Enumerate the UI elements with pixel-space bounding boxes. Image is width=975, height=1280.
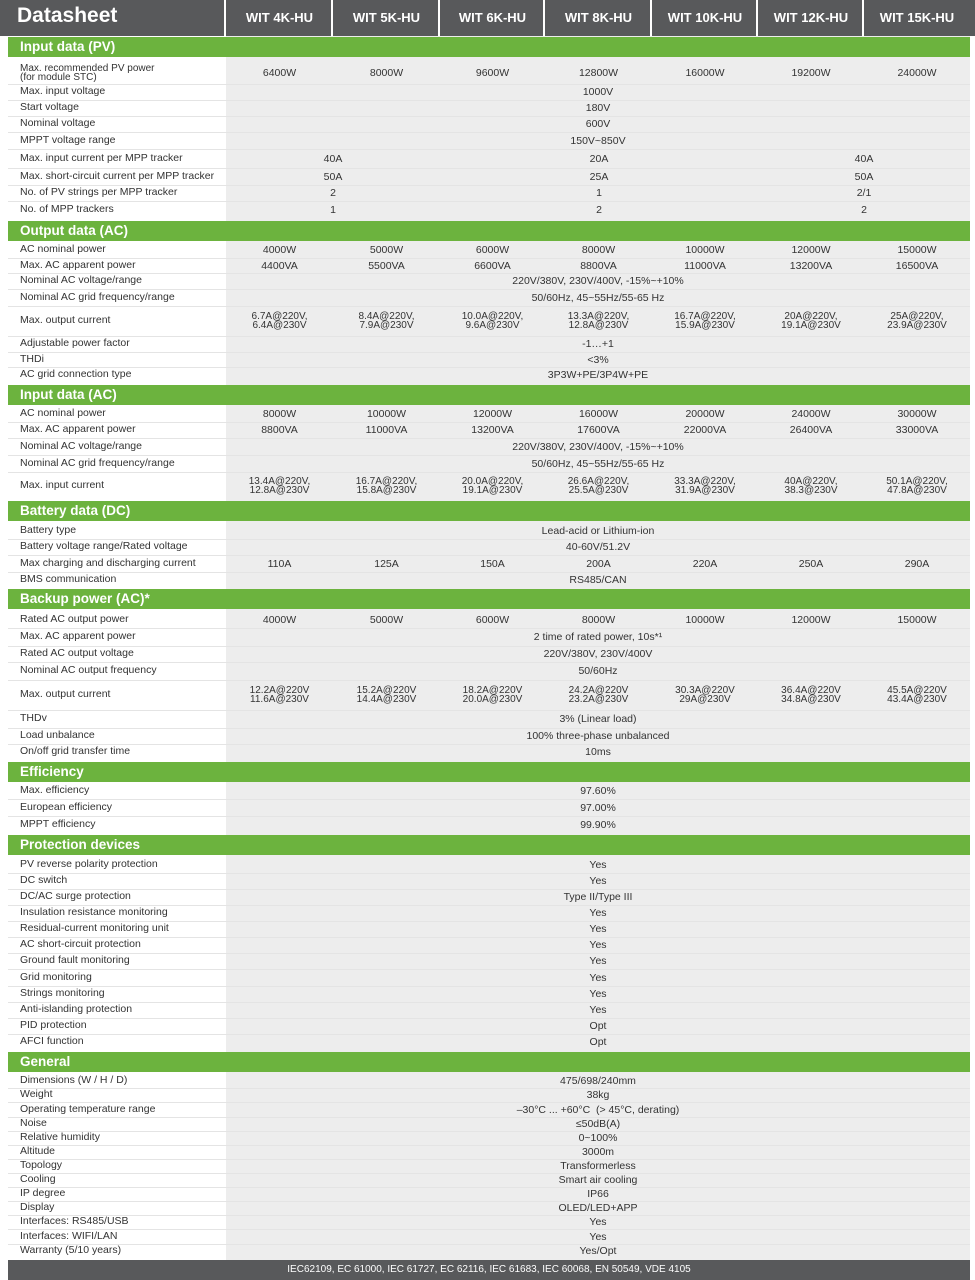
spec-label: AC nominal power — [20, 243, 106, 255]
spec-value: 16.7A@220V, 15.8A@230V — [355, 475, 418, 496]
spec-value: Transformerless — [560, 1160, 636, 1172]
spec-label: On/off grid transfer time — [20, 745, 131, 757]
spec-value: 4000W — [262, 613, 297, 626]
spec-label: Max. AC apparent power — [20, 630, 136, 642]
spec-row — [8, 522, 970, 539]
spec-label: Battery voltage range/Rated voltage — [20, 540, 188, 552]
spec-row — [8, 132, 970, 149]
spec-label: Max. input voltage — [20, 85, 106, 97]
spec-value: Yes — [589, 875, 607, 887]
spec-value: 2/1 — [856, 187, 872, 199]
spec-value: 26400VA — [789, 424, 833, 436]
spec-value: 1 — [330, 204, 336, 216]
spec-value: 40A — [854, 152, 874, 165]
spec-label: Interfaces: RS485/USB — [20, 1215, 129, 1227]
spec-value: 12000W — [472, 408, 513, 420]
spec-value: 30.3A@220V 29A@230V — [675, 685, 735, 705]
spec-row — [8, 1034, 970, 1050]
spec-row — [8, 889, 970, 905]
spec-value: 2 — [330, 187, 336, 199]
spec-value: 17600VA — [577, 424, 620, 436]
spec-value: 6000W — [475, 244, 510, 256]
spec-value: 24.2A@220V 23.2A@230V — [568, 685, 629, 705]
spec-value: 50.1A@220V, 47.8A@230V — [886, 475, 948, 496]
section-title: Output data (AC) — [20, 223, 128, 238]
spec-value: 3000m — [581, 1146, 615, 1158]
spec-value: 11000VA — [684, 259, 726, 272]
spec-value: 6000W — [475, 613, 510, 626]
page-title: Datasheet — [17, 4, 118, 27]
spec-value: 40A — [323, 152, 343, 165]
spec-row — [8, 1117, 970, 1131]
spec-value: Lead-acid or Lithium-ion — [541, 524, 655, 537]
spec-label: Nominal AC grid frequency/range — [20, 456, 175, 469]
spec-value: 0~100% — [578, 1132, 618, 1144]
spec-value: Type II/Type III — [563, 891, 633, 903]
spec-value: –30°C ... +60°C (> 45°C, derating) — [516, 1103, 680, 1116]
spec-label: Max. recommended PV power (for module STC) — [20, 62, 155, 83]
spec-row — [8, 1145, 970, 1159]
spec-value: Yes — [589, 1004, 607, 1016]
spec-row — [8, 258, 970, 273]
spec-row — [8, 116, 970, 132]
spec-value: 8000W — [581, 613, 616, 626]
spec-value: 11000VA — [365, 424, 408, 436]
spec-label: Weight — [20, 1088, 53, 1100]
spec-value: RS485/CAN — [569, 573, 627, 586]
spec-label: Cooling — [20, 1173, 56, 1185]
spec-row — [8, 680, 970, 710]
spec-value: IP66 — [587, 1188, 609, 1200]
spec-row — [8, 367, 970, 383]
section-title: Protection devices — [20, 837, 141, 852]
header-bar — [0, 0, 975, 36]
spec-row — [8, 710, 970, 728]
spec-value: 2 time of rated power, 10s*¹ — [533, 631, 663, 643]
spec-row — [8, 921, 970, 937]
spec-row — [8, 628, 970, 646]
spec-value: 15000W — [897, 244, 937, 256]
spec-row — [8, 572, 970, 587]
spec-value: Yes — [589, 955, 607, 967]
section-title: Input data (PV) — [20, 39, 116, 54]
certifications-footer: IEC62109, EC 61000, IEC 61727, EC 62116, IEC 61683, IEC 60068, EN 50549, VDE 4105 — [8, 1260, 970, 1280]
spec-value: 20.0A@220V, 19.1A@230V — [461, 475, 524, 496]
spec-label: DC switch — [20, 874, 68, 886]
spec-value: 110A — [267, 557, 292, 570]
spec-value: 3% (Linear load) — [559, 713, 637, 725]
spec-value: 8800VA — [580, 259, 617, 272]
spec-value: Opt — [589, 1020, 607, 1032]
spec-value: 12000W — [791, 613, 831, 626]
spec-value: 50A — [854, 170, 874, 183]
spec-value: 33000VA — [895, 424, 939, 436]
spec-label: Max. output current — [20, 688, 111, 700]
spec-row — [8, 306, 970, 336]
spec-value: 5000W — [369, 613, 404, 626]
spec-value: 220V/380V, 230V/400V, -15%~+10% — [512, 275, 684, 287]
spec-label: IP degree — [20, 1187, 66, 1199]
spec-value: 9600W — [475, 66, 510, 79]
spec-value: 13.3A@220V, 12.8A@230V — [567, 311, 630, 331]
spec-value: 2 — [861, 204, 867, 216]
spec-value: 1000V — [582, 86, 614, 98]
spec-value: 4000W — [262, 244, 297, 256]
spec-row — [8, 438, 970, 455]
spec-row — [8, 1018, 970, 1034]
spec-value: 250A — [798, 557, 824, 570]
spec-row — [8, 799, 970, 816]
spec-value: Yes — [589, 988, 607, 1000]
spec-value: 26.6A@220V, 25.5A@230V — [567, 475, 630, 496]
spec-label: Nominal AC voltage/range — [20, 439, 142, 452]
spec-value: 38kg — [586, 1089, 610, 1101]
spec-label: Operating temperature range — [20, 1102, 156, 1115]
spec-label: Rated AC output voltage — [20, 647, 134, 659]
spec-row — [8, 100, 970, 116]
section-title: General — [20, 1054, 71, 1069]
section-header — [8, 501, 970, 521]
spec-row — [8, 1215, 970, 1229]
spec-row — [8, 455, 970, 472]
spec-label: Insulation resistance monitoring — [20, 906, 168, 918]
spec-value: 50/60Hz, 45~55Hz/55-65 Hz — [531, 457, 665, 470]
spec-value: Smart air cooling — [558, 1174, 638, 1186]
spec-value: Yes — [589, 907, 607, 919]
spec-label: AC grid connection type — [20, 368, 132, 380]
spec-label: Noise — [20, 1117, 47, 1129]
section-title: Efficiency — [20, 764, 84, 779]
spec-label: Max. input current — [20, 478, 105, 491]
spec-label: Warranty (5/10 years) — [20, 1244, 122, 1256]
spec-value: Yes — [589, 859, 607, 871]
spec-value: 475/698/240mm — [560, 1075, 636, 1087]
spec-value: 24000W — [791, 408, 831, 420]
spec-row — [8, 352, 970, 367]
spec-label: Start voltage — [20, 101, 79, 113]
spec-value: -1…+1 — [582, 338, 614, 350]
spec-row — [8, 472, 970, 499]
spec-row — [8, 242, 970, 258]
spec-label: No. of PV strings per MPP tracker — [20, 186, 178, 198]
spec-row — [8, 201, 970, 219]
spec-label: PID protection — [20, 1019, 87, 1031]
spec-value: 10.0A@220V, 9.6A@230V — [461, 311, 524, 331]
spec-value: 12000W — [791, 244, 831, 256]
spec-row — [8, 783, 970, 799]
spec-label: Load unbalance — [20, 729, 95, 741]
spec-value: 3P3W+PE/3P4W+PE — [547, 369, 649, 381]
spec-label: MPPT voltage range — [20, 133, 116, 146]
spec-label: Dimensions (W / H / D) — [20, 1074, 128, 1086]
spec-row — [8, 744, 970, 760]
section-header — [8, 221, 970, 241]
spec-label: Nominal AC grid frequency/range — [20, 290, 175, 303]
spec-label: Max. AC apparent power — [20, 258, 136, 271]
spec-value: 125A — [374, 557, 399, 570]
spec-row — [8, 1159, 970, 1173]
model-header: WIT 12K-HU — [773, 10, 849, 25]
spec-value: 6600VA — [474, 259, 511, 272]
spec-value: 19200W — [791, 66, 831, 79]
spec-value: 45.5A@220V 43.4A@230V — [887, 685, 947, 705]
spec-row — [8, 84, 970, 100]
spec-value: 24000W — [897, 66, 937, 79]
spec-value: 220V/380V, 230V/400V, -15%~+10% — [512, 440, 684, 453]
spec-label: Nominal AC output frequency — [20, 664, 157, 676]
spec-row — [8, 1102, 970, 1117]
spec-row — [8, 555, 970, 572]
spec-value: 97.60% — [580, 785, 616, 797]
spec-value: 12.2A@220V 11.6A@230V — [249, 685, 310, 705]
spec-value: 290A — [904, 557, 930, 570]
spec-value: 100% three-phase unbalanced — [526, 730, 670, 742]
spec-value: 10000W — [685, 613, 725, 626]
spec-value: 40-60V/51.2V — [565, 541, 631, 553]
section-title: Input data (AC) — [20, 387, 117, 402]
spec-value: 16000W — [578, 408, 619, 420]
spec-value: Yes/Opt — [579, 1245, 617, 1257]
spec-row — [8, 422, 970, 438]
spec-label: THDv — [20, 712, 47, 724]
spec-label: Max. efficiency — [20, 784, 90, 796]
spec-row — [8, 185, 970, 201]
spec-value: 180V — [585, 102, 611, 114]
spec-label: Anti-islanding protection — [20, 1003, 133, 1015]
spec-row — [8, 61, 970, 84]
spec-value: 16000W — [685, 66, 725, 79]
spec-row — [8, 1131, 970, 1145]
spec-label: Max. input current per MPP tracker — [20, 151, 183, 164]
spec-label: Interfaces: WIFI/LAN — [20, 1229, 118, 1242]
spec-value: 10000W — [366, 408, 407, 420]
spec-label: BMS communication — [20, 572, 117, 585]
spec-row — [8, 406, 970, 422]
spec-label: Max. output current — [20, 314, 111, 326]
spec-row — [8, 289, 970, 306]
spec-value: 8000W — [262, 408, 297, 420]
spec-row — [8, 336, 970, 352]
spec-label: Nominal voltage — [20, 117, 96, 129]
spec-value: 13200VA — [471, 424, 514, 436]
spec-value: 13200VA — [789, 259, 833, 272]
spec-value: 8.4A@220V, 7.9A@230V — [358, 311, 415, 331]
spec-value: 6400W — [262, 66, 297, 79]
spec-label: AC short-circuit protection — [20, 938, 141, 950]
model-header: WIT 5K-HU — [352, 10, 421, 25]
spec-value: Yes — [589, 971, 607, 984]
spec-value: 20A — [589, 152, 609, 165]
spec-value: 40A@220V, 38.3@230V — [784, 475, 838, 496]
spec-label: Residual-current monitoring unit — [20, 922, 169, 934]
spec-label: Grid monitoring — [20, 970, 92, 983]
spec-label: European efficiency — [20, 800, 113, 813]
spec-row — [8, 1229, 970, 1244]
section-header — [8, 589, 970, 609]
spec-value: Yes — [589, 1216, 607, 1228]
spec-label: Display — [20, 1201, 55, 1213]
spec-value: 2 — [596, 204, 602, 216]
spec-row — [8, 168, 970, 185]
spec-value: 25A@220V, 23.9A@230V — [887, 311, 947, 331]
spec-label: Relative humidity — [20, 1131, 100, 1143]
spec-value: OLED/LED+APP — [558, 1202, 638, 1214]
spec-row — [8, 149, 970, 168]
spec-value: Yes — [589, 939, 607, 951]
model-header: WIT 4K-HU — [245, 10, 314, 25]
spec-label: Strings monitoring — [20, 987, 105, 999]
spec-label: Altitude — [20, 1145, 56, 1157]
model-header: WIT 8K-HU — [564, 10, 633, 25]
spec-row — [8, 953, 970, 969]
spec-row — [8, 646, 970, 662]
spec-value: 20000W — [685, 408, 725, 420]
spec-value: <3% — [587, 353, 609, 366]
spec-row — [8, 969, 970, 986]
spec-value: Yes — [589, 923, 607, 935]
spec-value: 1 — [596, 187, 602, 199]
spec-value: 99.90% — [580, 818, 616, 831]
spec-value: 600V — [585, 118, 611, 130]
spec-value: 4400VA — [261, 259, 298, 272]
spec-row — [8, 1201, 970, 1215]
section-header — [8, 385, 970, 405]
section-header — [8, 37, 970, 57]
spec-value: 6.7A@220V, 6.4A@230V — [251, 311, 308, 331]
spec-value: 25A — [589, 170, 609, 183]
spec-value: 8800VA — [261, 424, 298, 436]
spec-label: AFCI function — [20, 1035, 84, 1047]
section-title: Backup power (AC)* — [20, 591, 150, 606]
spec-value: 50/60Hz, 45~55Hz/55-65 Hz — [531, 291, 665, 304]
spec-row — [8, 905, 970, 921]
spec-value: 36.4A@220V 34.8A@230V — [781, 685, 841, 705]
spec-label: Battery type — [20, 523, 77, 536]
spec-label: Ground fault monitoring — [20, 954, 130, 966]
spec-value: ≤50dB(A) — [575, 1118, 621, 1130]
spec-row — [8, 1002, 970, 1018]
spec-value: 220A — [692, 557, 718, 570]
spec-value: 50/60Hz — [578, 665, 618, 677]
spec-value: 30000W — [897, 408, 937, 420]
spec-label: Max charging and discharging current — [20, 556, 196, 569]
section-header — [8, 835, 970, 855]
spec-row — [8, 1173, 970, 1187]
spec-value: 220V/380V, 230V/400V — [543, 648, 653, 660]
spec-row — [8, 986, 970, 1002]
spec-value: 16.7A@220V, 15.9A@230V — [674, 311, 736, 331]
spec-label: Rated AC output power — [20, 612, 129, 625]
spec-label: Nominal AC voltage/range — [20, 274, 142, 286]
spec-label: PV reverse polarity protection — [20, 858, 158, 870]
spec-row — [8, 873, 970, 889]
spec-row — [8, 728, 970, 744]
spec-row — [8, 857, 970, 873]
spec-label: Topology — [20, 1159, 63, 1171]
spec-value: 5000W — [369, 244, 404, 256]
section-header — [8, 1052, 970, 1072]
spec-row — [8, 1244, 970, 1258]
spec-row — [8, 1088, 970, 1102]
spec-value: 18.2A@220V 20.0A@230V — [462, 685, 523, 705]
spec-value: Yes — [589, 1230, 607, 1243]
spec-label: No. of MPP trackers — [20, 203, 114, 215]
spec-value: 150A — [480, 557, 505, 570]
spec-value: 33.3A@220V, 31.9A@230V — [674, 475, 736, 496]
spec-value: 97.00% — [580, 801, 616, 814]
spec-value: 15.2A@220V 14.4A@230V — [356, 685, 417, 705]
spec-value: 12800W — [578, 66, 619, 79]
model-header: WIT 15K-HU — [879, 10, 955, 25]
spec-row — [8, 1187, 970, 1201]
spec-row — [8, 937, 970, 953]
spec-value: 5500VA — [368, 259, 405, 272]
spec-row — [8, 273, 970, 289]
spec-label: Adjustable power factor — [20, 337, 130, 349]
spec-row — [8, 816, 970, 833]
spec-label: AC nominal power — [20, 407, 106, 419]
spec-value: 8000W — [581, 244, 616, 256]
spec-row — [8, 539, 970, 555]
section-header — [8, 762, 970, 782]
spec-label: Max. AC apparent power — [20, 423, 136, 435]
model-header: WIT 6K-HU — [458, 10, 527, 25]
spec-label: Max. short-circuit current per MPP tracker — [20, 169, 215, 182]
spec-value: 15000W — [897, 613, 937, 626]
spec-value: 200A — [586, 557, 611, 570]
spec-value: 10000W — [685, 244, 725, 256]
spec-row — [8, 662, 970, 680]
section-title: Battery data (DC) — [20, 503, 131, 518]
spec-label: THDi — [20, 352, 44, 365]
model-header: WIT 10K-HU — [667, 10, 743, 25]
spec-label: MPPT efficiency — [20, 817, 96, 830]
spec-row — [8, 611, 970, 628]
spec-value: 16500VA — [895, 259, 939, 272]
spec-row — [8, 1074, 970, 1088]
spec-value: 8000W — [369, 66, 404, 79]
spec-value: 150V~850V — [570, 134, 626, 147]
spec-value: 10ms — [585, 746, 611, 758]
spec-value: 50A — [323, 170, 343, 183]
spec-value: 22000VA — [683, 424, 727, 436]
spec-value: 13.4A@220V, 12.8A@230V — [248, 475, 311, 496]
spec-label: DC/AC surge protection — [20, 890, 131, 902]
spec-value: Opt — [589, 1036, 607, 1048]
spec-value: 20A@220V, 19.1A@230V — [781, 311, 841, 331]
